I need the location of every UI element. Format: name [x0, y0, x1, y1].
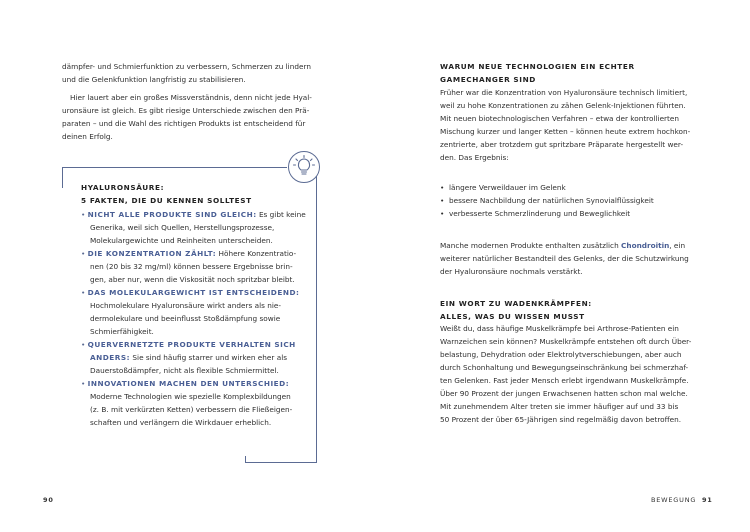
- text-line: Früher war die Konzentration von Hyaluronsäure technisch limitiert,: [440, 88, 688, 97]
- heading-line: GAMECHANGER SIND: [440, 75, 536, 84]
- lightbulb-icon: [288, 151, 320, 183]
- fact-lead: QUERVERNETZTE PRODUKTE VERHALTEN SICH: [87, 340, 296, 349]
- heading-line: WARUM NEUE TECHNOLOGIEN EIN ECHTER: [440, 62, 635, 71]
- fact-text: Hochmolekulare Hyaluronsäure wirkt anders als nie-: [90, 301, 281, 310]
- fact-item: [81, 286, 313, 299]
- right-page-number: 91: [701, 496, 713, 504]
- text-line: und die Gelenkfunktion langfristig zu stabilisieren.: [62, 75, 246, 84]
- text-line: Weißt du, dass häufige Muskelkrämpfe bei Arthrose-Patienten ein: [440, 324, 679, 333]
- text-line: der Hyaluronsäure nochmals verstärkt.: [440, 267, 583, 276]
- text-line: belastung, Dehydration oder Elektrolytverschiebungen, aber auch: [440, 350, 682, 359]
- infobox-title: [81, 181, 252, 207]
- fact-text: [81, 351, 313, 364]
- infobox-left-tick: [62, 167, 63, 188]
- list-item: • bessere Nachbildung der natürlichen Synovialflüssigkeit: [440, 196, 654, 205]
- text-line: Manche modernen Produkte enthalten zusätzlich Chondroitin, ein: [440, 241, 686, 250]
- list-item: • verbesserte Schmerzlinderung und Beweglichkeit: [440, 209, 631, 218]
- right-paragraph-3: [440, 322, 700, 426]
- text-line: durch Schonhaltung und Bewegungseinschränkung bei schmerzhaf-: [440, 363, 689, 372]
- bullet: •: [81, 249, 86, 258]
- fact-text: Schmierfähigkeit.: [90, 327, 154, 336]
- fact-text: schaften und verlängern die Wirkdauer erheblich.: [90, 418, 272, 427]
- fact-text: gen, aber nur, wenn die Viskosität noch spritzbar bleibt.: [90, 275, 295, 284]
- heading-line: ALLES, WAS DU WISSEN MUSST: [440, 312, 585, 321]
- fact-text: Moderne Technologien wie spezielle Komplexbildungen: [90, 392, 291, 401]
- fact-lead: DAS MOLEKULARGEWICHT IST ENTSCHEIDEND:: [87, 288, 300, 297]
- text-line: dämpfer- und Schmierfunktion zu verbessern, Schmerzen zu lindern: [62, 62, 311, 71]
- left-paragraph-2: [62, 91, 312, 143]
- left-page-number: 90: [43, 496, 54, 504]
- text-line: weiterer natürlicher Bestandteil des Gelenks, der die Schutzwirkung: [440, 254, 689, 263]
- fact-text: Molekulargewichte und Reinheiten unterscheiden.: [90, 236, 273, 245]
- fact-item: [81, 208, 313, 221]
- infobox-fact-list: [81, 208, 313, 429]
- infobox-right-border: [316, 167, 317, 462]
- right-running-footer: [651, 496, 713, 504]
- text-line: Mischung kurzer und langer Ketten – können heute extrem hochkon-: [440, 127, 691, 136]
- heading-line: EIN WORT ZU WADENKRÄMPFEN:: [440, 299, 592, 308]
- right-heading-1: [440, 60, 635, 86]
- fact-text: Sie sind häufig starrer und wirken eher als: [130, 353, 288, 362]
- infobox-top-border: [62, 167, 287, 168]
- fact-item: [81, 338, 313, 351]
- infobox-bottom-border: [245, 462, 317, 463]
- fact-text: Generika, weil sich Quellen, Herstellungsprozesse,: [90, 223, 275, 232]
- text-line: paraten – und die Wahl des richtigen Produkts ist entscheidend für: [62, 119, 306, 128]
- text-line: zentrierte, aber trotzdem gut spritzbare Präparate hergestellt wer-: [440, 140, 684, 149]
- list-item: • längere Verweildauer im Gelenk: [440, 183, 566, 192]
- text-line: Über 90 Prozent der jungen Erwachsenen hatten schon mal welche.: [440, 389, 688, 398]
- fact-text: Höhere Konzentratio-: [216, 249, 297, 258]
- bullet: •: [81, 210, 86, 219]
- fact-lead: NICHT ALLE PRODUKTE SIND GLEICH:: [87, 210, 257, 219]
- bullet: •: [81, 288, 86, 297]
- right-heading-2: [440, 297, 592, 323]
- text-line: 50 Prozent der über 65-Jährigen sind regelmäßig davon betroffen.: [440, 415, 682, 424]
- text-line: den. Das Ergebnis:: [440, 153, 509, 162]
- right-bullet-list: [440, 181, 700, 220]
- highlight-term: Chondroitin: [621, 241, 670, 250]
- fact-item: [81, 377, 313, 390]
- bullet: •: [81, 379, 86, 388]
- title-line: 5 FAKTEN, DIE DU KENNEN SOLLTEST: [81, 196, 252, 205]
- fact-text: Es gibt keine: [256, 210, 306, 219]
- right-paragraph-2: [440, 239, 700, 278]
- text-line: Mit neuen biotechnologischen Verfahren – etwa der kontrollierten: [440, 114, 680, 123]
- text-line: Hier lauert aber ein großes Missverständnis, denn nicht jede Hyal-: [70, 93, 312, 102]
- infobox-bottom-tick: [245, 456, 246, 463]
- text-line: Warnzeichen sein können? Muskelkrämpfe entstehen oft durch Über-: [440, 337, 692, 346]
- fact-text: (z. B. mit verkürzten Ketten) verbessern die Fließeigen-: [90, 405, 293, 414]
- fact-lead: DIE KONZENTRATION ZÄHLT:: [87, 249, 217, 258]
- text-line: weil zu hohe Konzentrationen zu zähen Gelenk-Injektionen führten.: [440, 101, 686, 110]
- fact-text: dermolekulare und beeinflusst Stoßdämpfung sowie: [90, 314, 281, 323]
- text-line: uronsäure ist gleich. Es gibt riesige Unterschiede zwischen den Prä-: [62, 106, 310, 115]
- bullet: •: [81, 340, 86, 349]
- fact-text: nen (20 bis 32 mg/ml) können bessere Ergebnisse brin-: [90, 262, 293, 271]
- fact-text: Dauerstoßdämpfer, nicht als flexible Schmiermittel.: [90, 366, 279, 375]
- fact-lead: INNOVATIONEN MACHEN DEN UNTERSCHIED:: [87, 379, 290, 388]
- text-line: Mit zunehmendem Alter treten sie immer häufiger auf und 33 bis: [440, 402, 679, 411]
- left-intro-paragraph: [62, 60, 312, 86]
- fact-item: [81, 247, 313, 260]
- fact-lead: ANDERS:: [90, 353, 131, 362]
- section-label: BEWEGUNG: [651, 496, 697, 504]
- text-line: ten Gelenken. Fast jeder Mensch erlebt irgendwann Muskelkrämpfe.: [440, 376, 689, 385]
- text-line: deinen Erfolg.: [62, 132, 113, 141]
- title-line: HYALURONSÄURE:: [81, 183, 165, 192]
- right-paragraph-1: [440, 86, 700, 164]
